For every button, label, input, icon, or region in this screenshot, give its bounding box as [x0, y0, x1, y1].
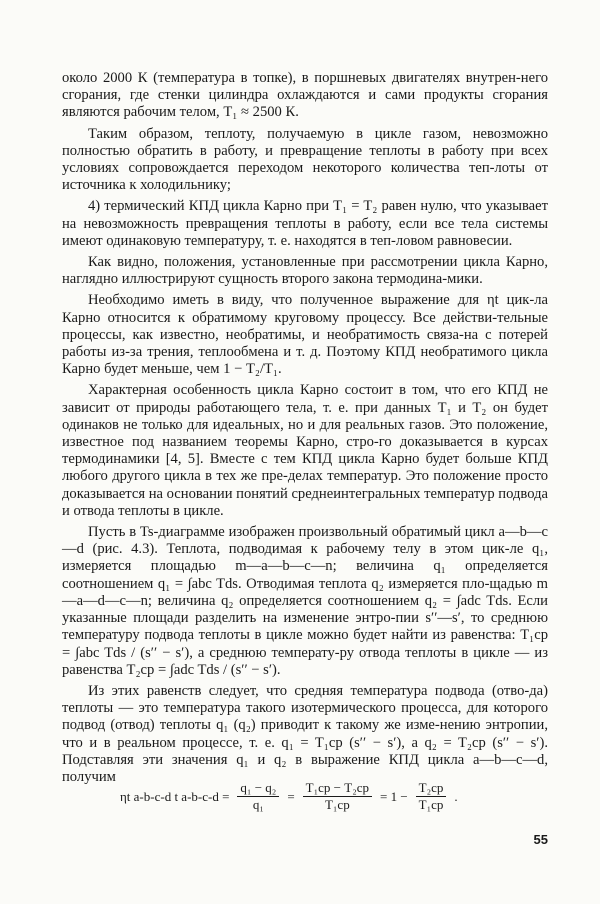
efficiency-formula: [120, 780, 540, 813]
fraction-q: [237, 780, 279, 813]
fraction-t-denominator: T₁ср: [324, 797, 350, 812]
paragraph-1: около 2000 К (температура в топке), в поршневых двигателях внутрен-него сгорания, где стенки цилиндра охлаждаются и сами продукты сгорания являются рабочим телом, T₁ ≈ 2500 К.: [62, 70, 548, 121]
paragraph-2: Таким образом, теплоту, получаемую в цикле газом, невозможно полностью обратить в работу, и превращение теплоты в работу при всех условиях сопровождается переходом некоторого количества теп-лоты от источника к холодильнику;: [62, 125, 548, 194]
fraction-ratio-denominator: T₁ср: [418, 797, 444, 812]
formula-lhs: ηt a-b-c-d t a-b-c-d =: [120, 788, 230, 804]
formula-equals-2: = 1 −: [380, 788, 408, 804]
paragraph-6: Характерная особенность цикла Карно состоит в том, что его КПД не зависит от природы работающего тела, т. е. при данных T₁ и T₂ он будет одинаков не только для идеальных, но и для реальных газов. Это положение, известное под названием теоремы Карно, стро-го доказывается в курсах термодинамики [4, 5]. Вместе с тем КПД цикла Карно будет больше КПД любого другого цикла в тех же пре-делах температур. Это положение просто доказывается на основании понятий среднеинтегральных температур подвода и отвода теплоты в цикле.: [62, 382, 548, 519]
fraction-ratio: [416, 780, 447, 813]
fraction-q-denominator: q₁: [252, 797, 264, 812]
paragraph-4: Как видно, положения, установленные при рассмотрении цикла Карно, наглядно иллюстрируют сущность второго закона термодина-мики.: [62, 254, 548, 288]
formula-equals-1: =: [287, 788, 295, 804]
fraction-t-numerator: T₁ср − T₂ср: [303, 780, 372, 797]
fraction-q-numerator: q₁ − q₂: [237, 780, 279, 797]
body-text: [62, 70, 548, 790]
paragraph-5: Необходимо иметь в виду, что полученное выражение для ηt цик-ла Карно относится к обратимому круговому процессу. Все действи-тельные процессы, как известно, необратимы, и необратимость связа-на с потерей работы из-за трения, теплообмена и т. д. Поэтому КПД необратимого цикла Карно будет меньше, чем 1 − T₂/T₁.: [62, 292, 548, 378]
fraction-ratio-numerator: T₂ср: [416, 780, 447, 797]
page-number: 55: [533, 832, 548, 847]
paragraph-3: 4) термический КПД цикла Карно при T₁ = T₂ равен нулю, что указывает на невозможность превращения теплоты в работу, если все тела системы имеют одинаковую температуру, т. е. находятся в теп-ловом равновесии.: [62, 198, 548, 249]
fraction-t: [303, 780, 372, 813]
paragraph-7: Пусть в Ts-диаграмме изображен произвольный обратимый цикл a—b—c—d (рис. 4.3). Теплота, подводимая к рабочему телу в этом цик-ле q₁, измеряется площадью m—a—b—c—n; величина q₁ определяется соотношением q₁ = ∫abc Tds. Отводимая теплота q₂ измеряется пло-щадью m—a—d—c—n; величина q₂ определяется соотношением q₂ = ∫adc Tds. Если указанные площади разделить на изменение энтро-пии s′′—s′, то среднюю температуру подвода теплоты в цикле можно будет найти из равенства: T₁ср = ∫abc Tds / (s′′ − s′), а среднюю температу-ру отвода теплоты в цикле — из равенства T₂ср = ∫adc Tds / (s′′ − s′).: [62, 524, 548, 678]
formula-end: .: [454, 788, 458, 804]
paragraph-8: Из этих равенств следует, что средняя температура подвода (отво-да) теплоты — это температура такого изотермического процесса, для которого подвод (отвод) теплоты q₁ (q₂) приводит к такому же изме-нению энтропии, что и в реальном процессе, т. е. q₁ = T₁ср (s′′ − s′), а q₂ = T₂ср (s′′ − s′). Подставляя эти значения q₁ и q₂ в выражение КПД цикла a—b—c—d, получим: [62, 682, 548, 785]
